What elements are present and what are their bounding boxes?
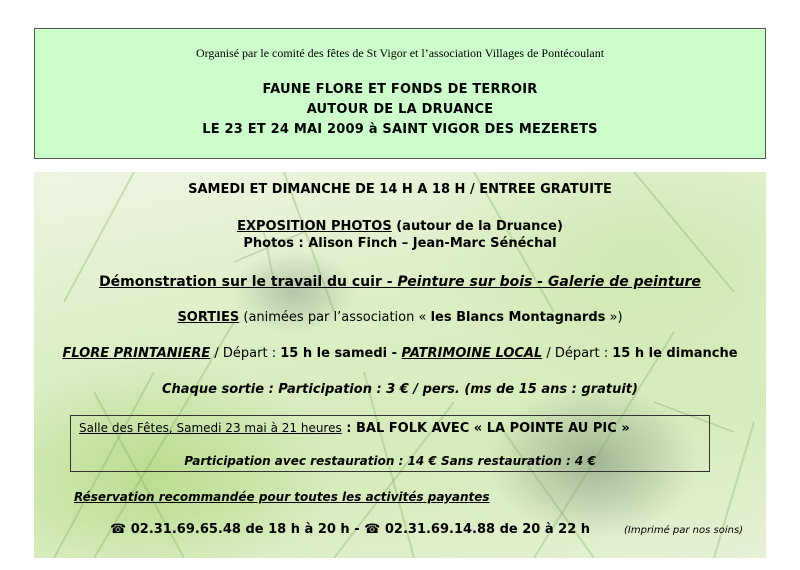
bal-line	[79, 421, 630, 436]
phone-line	[110, 522, 590, 537]
title-line-3: LE 23 ET 24 MAI 2009 à SAINT VIGOR DES MEZERETS	[202, 122, 598, 137]
schedule-line: SAMEDI ET DIMANCHE DE 14 H A 18 H / ENTREE GRATUITE	[188, 182, 612, 197]
walk-flore: FLORE PRINTANIERE	[62, 346, 211, 361]
expo-detail: (autour de la Druance)	[391, 219, 563, 234]
expo-label: EXPOSITION PHOTOS	[237, 219, 392, 234]
title-line-1: FAUNE FLORE ET FONDS DE TERROIR	[262, 82, 538, 97]
phone-icon: ☎	[364, 522, 381, 537]
print-credit: (Imprimé par nos soins)	[624, 525, 744, 536]
demo-part2: Peinture sur bois - Galerie de peinture	[397, 274, 701, 290]
bal-sep: :	[341, 421, 356, 436]
expo-line	[34, 219, 766, 234]
reservation-line: Réservation recommandée pour toutes les activités payantes	[74, 490, 490, 504]
bal-title: BAL FOLK AVEC « LA POINTE AU PIC »	[356, 421, 630, 436]
walk-patrimoine: PATRIMOINE LOCAL	[401, 346, 543, 361]
phone-2: 02.31.69.14.88 de 20 à 22 h	[384, 522, 591, 537]
bal-venue: Salle des Fêtes, Samedi 23 mai à 21 heures	[79, 421, 342, 435]
walks-line	[34, 346, 766, 361]
organizer-text: Organisé par le comité des fêtes de St Vigor et l’association Villages de Pontécoulant	[195, 46, 605, 60]
demo-line	[34, 274, 766, 290]
walk-depart-2: / Départ :	[542, 346, 613, 361]
phone-icon: ☎	[110, 522, 127, 537]
participation-line: Chaque sortie : Participation : 3 € / pers. (ms de 15 ans : gratuit)	[162, 382, 638, 397]
title-line-2: AUTOUR DE LA DRUANCE	[306, 102, 494, 117]
header-box	[34, 28, 766, 159]
walk-depart-1: / Départ :	[210, 346, 281, 361]
poster-body	[34, 172, 766, 558]
sorties-line	[34, 310, 766, 325]
walk-time-1: 15 h le samedi -	[280, 346, 402, 361]
sorties-end: »)	[605, 310, 623, 325]
bal-prices: Participation avec restauration : 14 € Sans restauration : 4 €	[184, 454, 596, 468]
sorties-assoc: les Blancs Montagnards	[430, 310, 606, 325]
demo-part1: Démonstration sur le travail du cuir -	[99, 274, 398, 290]
sorties-label: SORTIES	[177, 310, 240, 325]
phone-1: 02.31.69.65.48 de 18 h à 20 h -	[130, 522, 365, 537]
bal-box	[70, 415, 710, 472]
sorties-detail: (animées par l’association «	[239, 310, 431, 325]
photos-credit: Photos : Alison Finch – Jean-Marc Sénéchal	[243, 236, 557, 251]
walk-time-2: 15 h le dimanche	[612, 346, 738, 361]
